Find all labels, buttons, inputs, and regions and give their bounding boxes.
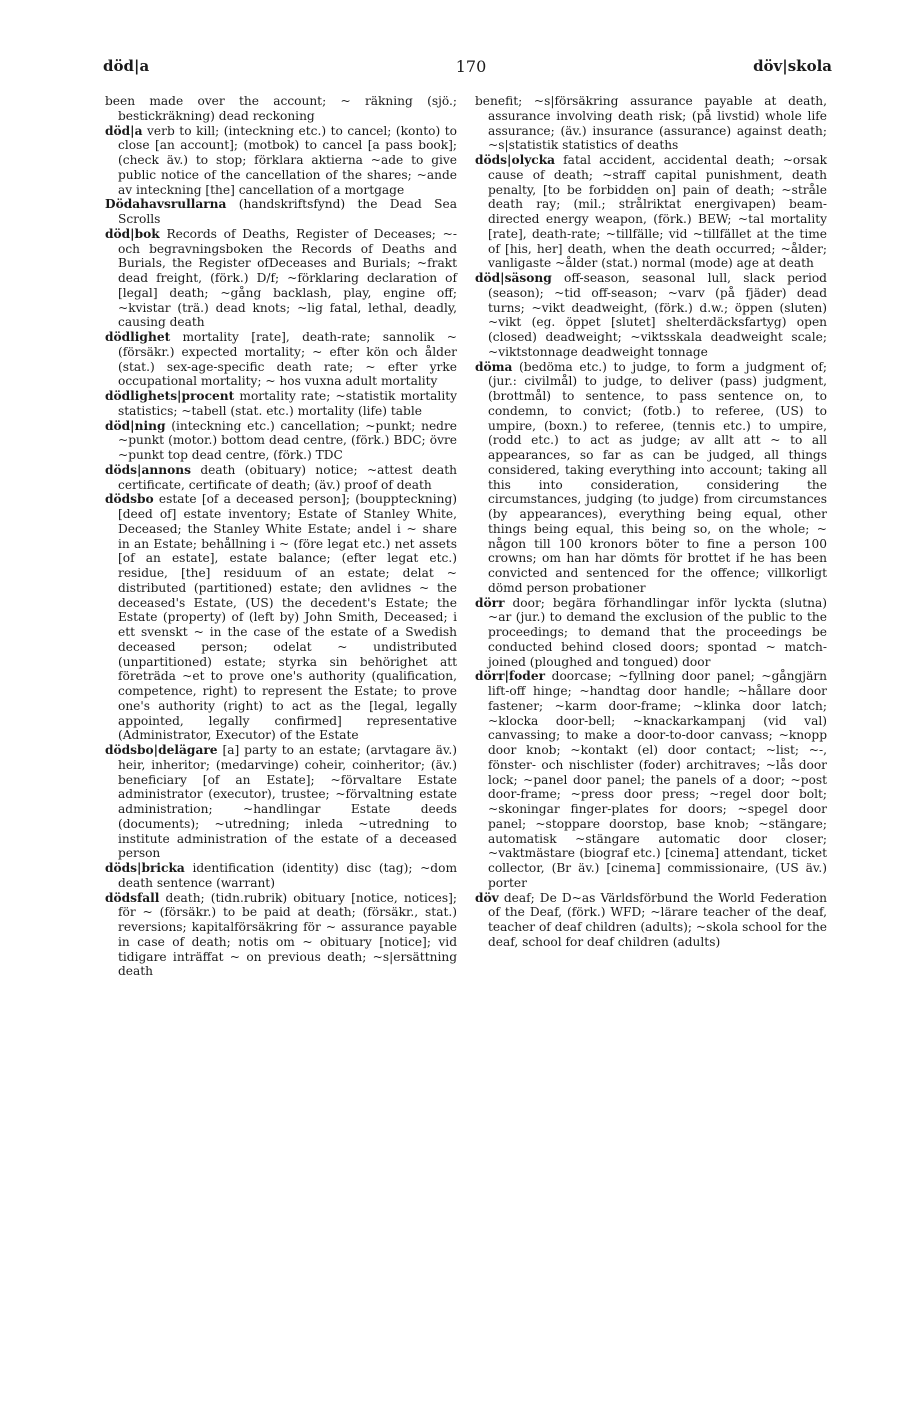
entry-text: identification (identity) disc (tag); ~dom death sentence (warrant) <box>118 861 458 890</box>
entry-headword: död|bok <box>105 226 160 241</box>
entry-text: mortality rate; ~statistik mortality statistics; ~tabell (stat. etc.) mortality (life) table <box>118 389 458 418</box>
entry-text: verb to kill; (inteckning etc.) to cancel; (konto) to close [an account]; (motbok) to cancel [a pass book]; (check äv.) to stop; förklara aktierna ~ade to give public notice of the cancellation of the shares; ~ande av inteckning [the] cancellation of a mortgage <box>118 123 457 197</box>
dictionary-entry <box>105 197 457 227</box>
entry-headword: död|säsong <box>475 271 552 285</box>
dictionary-entry <box>475 596 827 670</box>
entry-headword: döv <box>475 890 499 905</box>
dictionary-entry <box>105 227 457 330</box>
dictionary-entry <box>105 419 457 463</box>
dictionary-entry <box>105 861 457 891</box>
dictionary-entry <box>475 891 827 950</box>
entry-text: death; (tidn.rubrik) obituary [notice, notices]; för ~ (försäkr.) to be paid at death; (försäkr., stat.) reversions; kapitalförsäkring för ~ assurance payable in case of death; notis om ~ obituary [notice]; vid tidigare inträffat ~ on previous death; ~s|ersättning death <box>118 890 457 979</box>
entry-text: death (obituary) notice; ~attest death certificate, certificate of death; (äv.) proof of death <box>118 462 458 492</box>
entry-text: Records of Deaths, Register of Deceases; ~- och begravningsboken the Records of Deaths and Burials, the Register ofDeceases and Burials; ~frakt dead freight, (förk.) D/f; ~förklaring declaration of [legal] death; ~gång backlash, play, engine off; ~kvistar (trä.) dead knots; ~lig fatal, lethal, deadly, causing death <box>118 226 457 330</box>
entry-text: off-season, seasonal lull, slack period (season); ~tid off-season; ~varv (på fjäder) dead turns; ~vikt deadweight, (förk.) d.w.; öppen (sluten) ~vikt (eg. öppet [slutet] shelterdäcksfartyg) open (closed) deadweight; ~viktsskala deadweight scale; ~viktstonnage deadweight tonnage <box>488 271 827 359</box>
left-column <box>105 94 457 979</box>
entry-headword: dödlighet <box>105 330 171 344</box>
dictionary-entry <box>105 743 457 861</box>
dictionary-entry <box>105 492 457 743</box>
entry-headword: död|a <box>105 123 143 138</box>
dictionary-entry <box>105 463 457 493</box>
entry-text: estate [of a deceased person]; (bouppteckning) [deed of] estate inventory; Estate of Stanley White, Deceased; the Stanley White Estate; andel i ~ share in an Estate; behållning i ~ (före legat etc.) net assets [of an estate], estate balance; (efter legat etc.) residue, [the] residuum of an estate; delat ~ distributed (partitioned) estate; den avlidnes ~ the deceased's Estate, (US) the decedent's Estate; the Estate (property) of (left by) John Smith, Deceased; i ett svenskt ~ in the case of the estate of a Swedish deceased person; odelat ~ undistributed (unpartitioned) estate; styrka sin behörighet att företräda ~et to prove one's authority (qualification, competence, right) to represent the Estate; to prove one's authority (right) to act as the [legal, legally appointed, legally confirmed] representative (Administrator, Executor) of the Estate <box>118 492 458 743</box>
page-number: 170 <box>455 57 487 76</box>
entry-text: benefit; ~s|försäkring assurance payable at death, assurance involving death risk; (på livstid) whole life assurance; (äv.) insurance (assurance) against death; ~s|statistik statistics of deaths <box>475 94 827 153</box>
entry-headword: dörr|foder <box>475 669 545 684</box>
dictionary-entry <box>475 360 827 596</box>
entry-text: (handskriftsfynd) the Dead Sea Scrolls <box>118 197 457 226</box>
entry-text: (inteckning etc.) cancellation; ~punkt; nedre ~punkt (motor.) bottom dead centre, (förk.) BDC; övre ~punkt top dead centre, (förk.) TDC <box>118 418 457 462</box>
entry-headword: döma <box>475 359 513 374</box>
dictionary-entry <box>475 94 827 153</box>
entry-headword: dödsfall <box>105 890 160 905</box>
entry-headword: döds|annons <box>105 462 191 477</box>
running-head-right: döv|skola <box>753 57 832 75</box>
dictionary-entry <box>105 389 457 419</box>
right-column <box>475 94 827 950</box>
entry-headword: dödlighets|procent <box>105 389 235 403</box>
dictionary-entry <box>475 669 827 890</box>
running-head-left: död|a <box>103 57 150 75</box>
entry-text: (bedöma etc.) to judge, to form a judgment of; (jur.: civilmål) to judge, to deliver (pass) judgment, (brottmål) to sentence, to pass sentence on, to condemn, to convict; (fotb.) to referee, (US) to umpire, (boxn.) to referee, (tennis etc.) to umpire, (rodd etc.) to act as judge; av allt att ~ to all appearances, so far as can be judged, all things considered, taking everything into account; taking all this into consideration, considering the circumstances, judging (to judge) from circumstances (by appearances), everything being equal, other things being equal, this being so, on the whole; ~ någon till 100 kronors böter to fine a person 100 crowns; om han har dömts för brottet if he has been convicted and sentenced for the offence; villkorligt dömd person probationer <box>488 359 828 595</box>
entry-headword: döds|olycka <box>475 153 556 167</box>
dictionary-entry <box>105 124 457 198</box>
entry-text: [a] party to an estate; (arvtagare äv.) heir, inheritor; (medarvinge) coheir, coinheritor; (äv.) beneficiary [of an Estate]; ~förvaltare Estate administrator (executor), trustee; ~förvaltning estate administration; ~handlingar Estate deeds (documents); ~utredning; inleda ~utredning to institute administration of the estate of a deceased person <box>118 743 458 861</box>
dictionary-entry <box>475 271 827 360</box>
entry-text: door; begära förhandlingar inför lyckta (slutna) ~ar (jur.) to demand the exclusion of the public to the proceedings; to demand that the proceedings be conducted behind closed doors; spontad ~ match-joined (ploughed and tongued) door <box>488 595 828 669</box>
entry-headword: död|ning <box>105 418 166 433</box>
entry-text: fatal accident, accidental death; ~orsak cause of death; ~straff capital punishment, death penalty, [to be forbidden on] pain of death; ~stråle death ray; (mil.; strålriktat energivapen) beam-directed energy weapon, (förk.) BEW; ~tal mortality [rate], death-rate; ~tillfälle; vid ~tillfället at the time of [his, her] death, when the death occurred; ~ålder; vanligaste ~ålder (stat.) normal (mode) age at death <box>488 153 827 271</box>
dictionary-entry <box>105 94 457 124</box>
entry-text: mortality [rate], death-rate; sannolik ~ (försäkr.) expected mortality; ~ efter kön och ålder (stat.) sex-age-specific death rate; ~ efter yrke occupational mortality; ~ hos vuxna adult mortality <box>118 330 458 389</box>
entry-headword: Dödahavsrullarna <box>105 197 227 212</box>
dictionary-entry <box>105 891 457 980</box>
entry-text: been made over the account; ~ räkning (sjö.; bestickräkning) dead reckoning <box>105 94 457 123</box>
dictionary-entry <box>475 153 827 271</box>
entry-headword: döds|bricka <box>105 861 185 875</box>
dictionary-entry <box>105 330 457 389</box>
entry-headword: dödsbo|delägare <box>105 743 218 757</box>
entry-text: deaf; De D~as Världsförbund the World Federation of the Deaf, (förk.) WFD; ~lärare teacher of the deaf, teacher of deaf children (adults); ~skola school for the deaf, school for deaf children (adults) <box>488 890 828 949</box>
entry-headword: dörr <box>475 595 505 610</box>
entry-headword: dödsbo <box>105 492 154 507</box>
entry-text: doorcase; ~fyllning door panel; ~gångjärn lift-off hinge; ~handtag door handle; ~hållare door fastener; ~karm door-frame; ~klinka door latch; ~klocka door-bell; ~knackarkampanj (vid val) canvassing; to make a door-to-door canvass; ~knopp door knob; ~kontakt (el) door contact; ~list; ~-, fönster- och nischlister (foder) architraves; ~lås door lock; ~panel door panel; the panels of a door; ~post door-frame; ~press door press; ~regel door bolt; ~skoningar finger-plates for doors; ~spegel door panel; ~stoppare doorstop, base knob; ~stängare; automatisk ~stängare automatic door closer; ~vaktmästare (biograf etc.) [cinema] attendant, ticket collector, (Br äv.) [cinema] commissionaire, (US äv.) porter <box>488 669 828 890</box>
